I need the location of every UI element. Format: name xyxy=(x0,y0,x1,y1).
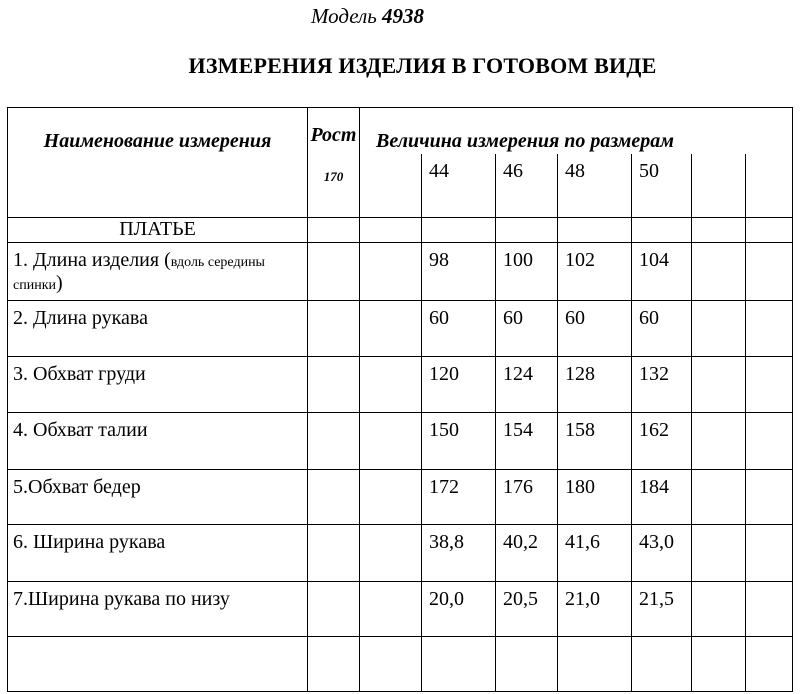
size-values-header: Величина измерения по размерам xyxy=(360,108,793,154)
measurement-name: 2. Длина рукава xyxy=(8,301,308,357)
size-cell: 44 xyxy=(422,154,496,218)
height-value: 170 xyxy=(323,169,344,184)
value-cell: 120 xyxy=(422,357,496,413)
value-cell: 60 xyxy=(558,301,632,357)
model-number: 4938 xyxy=(382,4,425,28)
measurements-table xyxy=(7,107,793,692)
table-row xyxy=(8,357,793,413)
size-cell: 48 xyxy=(558,154,632,218)
value-cell: 20,0 xyxy=(422,582,496,637)
value-cell: 38,8 xyxy=(422,525,496,582)
measurement-name: 6. Ширина рукава xyxy=(8,525,308,582)
table-row xyxy=(8,413,793,470)
value-cell: 172 xyxy=(422,470,496,525)
table-row xyxy=(8,243,793,301)
size-cell: 50 xyxy=(632,154,692,218)
measurement-name-header: Наименование измерения xyxy=(8,108,308,218)
value-cell: 180 xyxy=(558,470,632,525)
value-cell: 60 xyxy=(632,301,692,357)
document-title: ИЗМЕРЕНИЯ ИЗДЕЛИЯ В ГОТОВОМ ВИДЕ xyxy=(188,53,657,78)
value-cell: 40,2 xyxy=(496,525,558,582)
model-label: Модель xyxy=(310,4,377,28)
value-cell: 104 xyxy=(632,243,692,301)
section-label: ПЛАТЬЕ xyxy=(8,218,308,243)
value-cell: 184 xyxy=(632,470,692,525)
value-cell: 102 xyxy=(558,243,632,301)
value-cell: 132 xyxy=(632,357,692,413)
empty-row xyxy=(8,637,793,692)
measurement-name: 5.Обхват бедер xyxy=(8,470,308,525)
size-cell xyxy=(692,154,746,218)
value-cell: 150 xyxy=(422,413,496,470)
section-row xyxy=(8,218,793,243)
value-cell: 158 xyxy=(558,413,632,470)
measurement-name: 7.Ширина рукава по низу xyxy=(8,582,308,637)
value-cell: 128 xyxy=(558,357,632,413)
value-cell: 41,6 xyxy=(558,525,632,582)
value-cell: 21,5 xyxy=(632,582,692,637)
value-cell: 98 xyxy=(422,243,496,301)
value-cell: 176 xyxy=(496,470,558,525)
value-cell: 124 xyxy=(496,357,558,413)
size-cell xyxy=(746,154,793,218)
measurement-name: 1. Длина изделия (вдоль середины спинки) xyxy=(8,243,308,301)
value-cell: 154 xyxy=(496,413,558,470)
model-title xyxy=(0,4,735,29)
size-cell: 46 xyxy=(496,154,558,218)
size-cell-blank xyxy=(360,154,422,218)
value-cell: 43,0 xyxy=(632,525,692,582)
value-cell: 20,5 xyxy=(496,582,558,637)
table-row xyxy=(8,470,793,525)
measurement-name: 3. Обхват груди xyxy=(8,357,308,413)
table-row xyxy=(8,582,793,637)
value-cell: 162 xyxy=(632,413,692,470)
value-cell: 21,0 xyxy=(558,582,632,637)
table-row xyxy=(8,301,793,357)
measurement-name: 4. Обхват талии xyxy=(8,413,308,470)
value-cell: 60 xyxy=(422,301,496,357)
height-header xyxy=(308,108,360,218)
value-cell: 60 xyxy=(496,301,558,357)
table-row xyxy=(8,525,793,582)
height-label: Рост xyxy=(310,124,357,146)
value-cell: 100 xyxy=(496,243,558,301)
